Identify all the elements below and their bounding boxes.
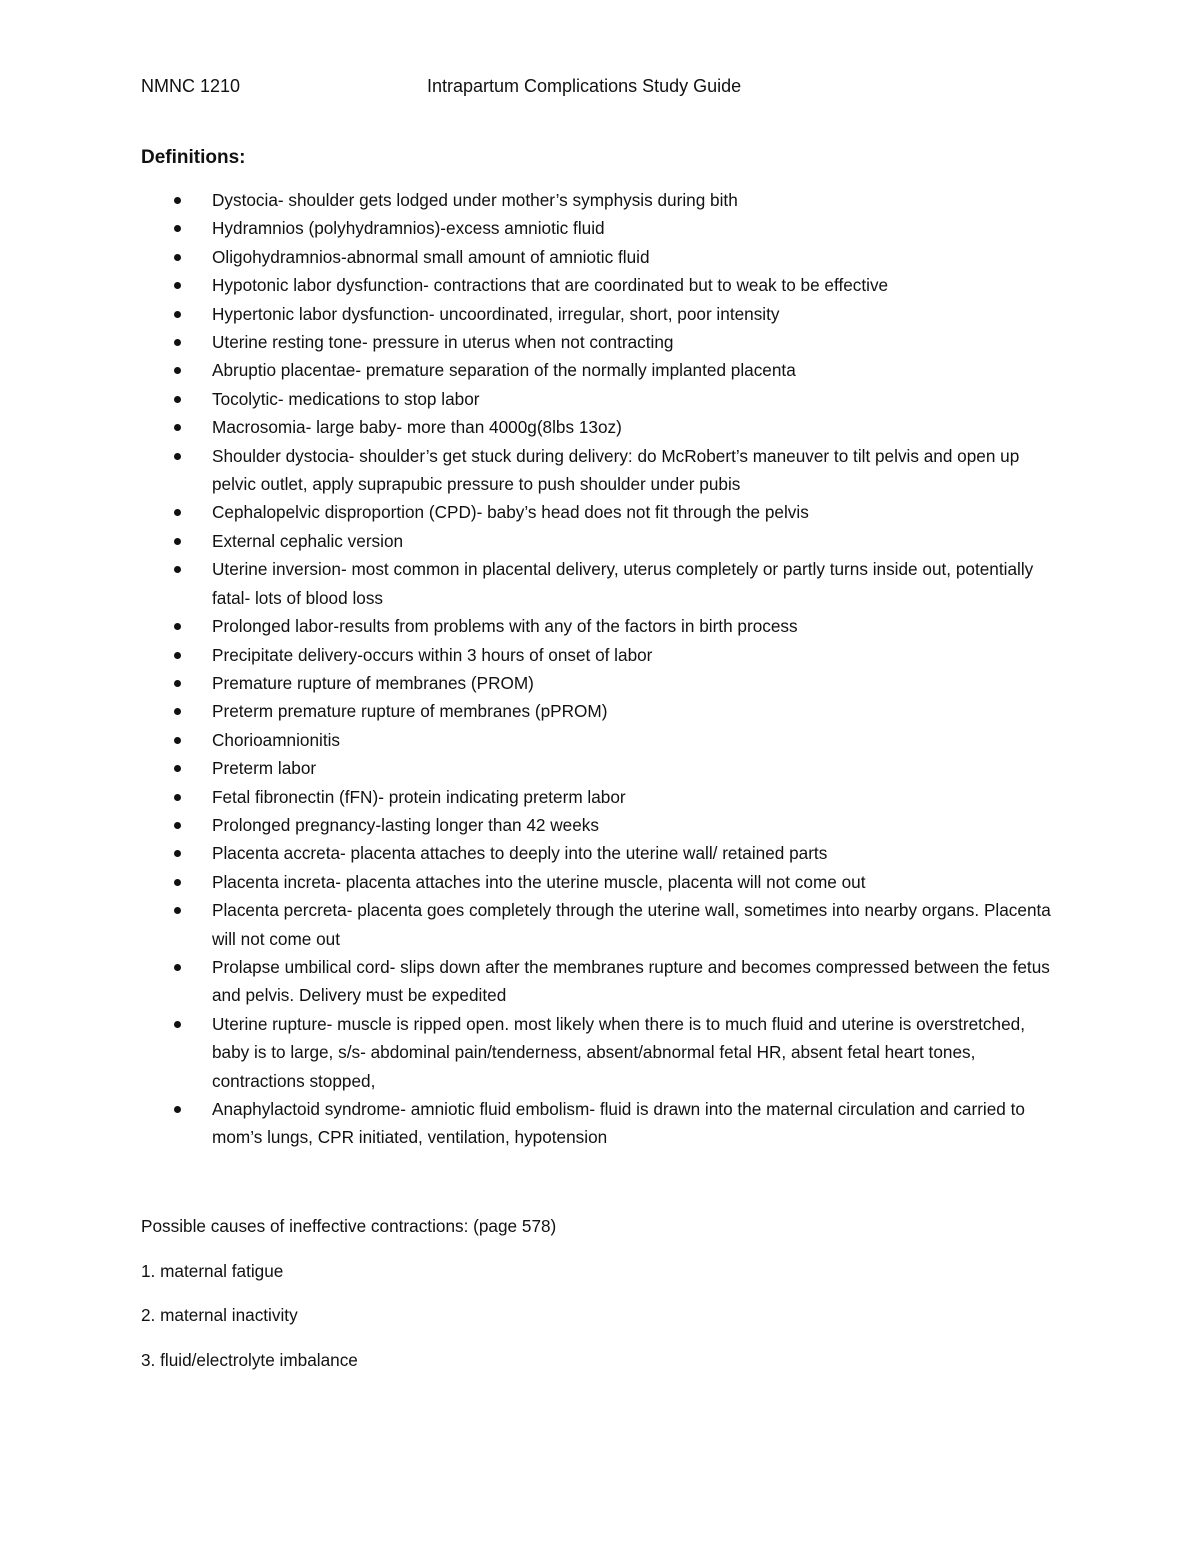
definition-text: Preterm premature rupture of membranes (pPROM) xyxy=(212,701,608,722)
bullet-icon xyxy=(174,339,181,346)
cause-item: 3. fluid/electrolyte imbalance xyxy=(141,1349,358,1370)
definitions-list xyxy=(141,186,1061,1152)
definition-item xyxy=(141,214,1061,242)
definition-item xyxy=(141,527,1061,555)
definition-text: Prolonged labor-results from problems with any of the factors in birth process xyxy=(212,616,798,637)
definition-item xyxy=(141,896,1061,953)
definition-item xyxy=(141,641,1061,669)
bullet-icon xyxy=(174,282,181,289)
definition-item xyxy=(141,726,1061,754)
definition-text: External cephalic version xyxy=(212,530,404,551)
definition-item xyxy=(141,243,1061,271)
definition-text: Uterine rupture- muscle is ripped open. most likely when there is to much fluid and uterine is overstretched, baby is to large, s/s- abdominal pain/tenderness, absent/abnormal fetal HR, absent fetal heart tones, contractions stopped, xyxy=(212,1013,1025,1091)
cause-item: 1. maternal fatigue xyxy=(141,1260,284,1281)
definition-text: Placenta accreta- placenta attaches to deeply into the uterine wall/ retained parts xyxy=(212,843,828,864)
definition-text: Oligohydramnios-abnormal small amount of amniotic fluid xyxy=(212,246,650,267)
bullet-icon xyxy=(174,652,181,659)
bullet-icon xyxy=(174,225,181,232)
definition-text: Hypotonic labor dysfunction- contractions that are coordinated but to weak to be effective xyxy=(212,275,889,296)
bullet-icon xyxy=(174,509,181,516)
bullet-icon xyxy=(174,708,181,715)
definition-text: Tocolytic- medications to stop labor xyxy=(212,388,480,409)
definition-item xyxy=(141,442,1061,499)
document-title: Intrapartum Complications Study Guide xyxy=(427,76,742,96)
definition-text: Precipitate delivery-occurs within 3 hours of onset of labor xyxy=(212,644,653,665)
definition-text: Abruptio placentae- premature separation of the normally implanted placenta xyxy=(212,360,796,381)
definition-item xyxy=(141,839,1061,867)
bullet-icon xyxy=(174,680,181,687)
definition-text: Prolonged pregnancy-lasting longer than 42 weeks xyxy=(212,814,599,835)
definition-item xyxy=(141,1010,1061,1095)
definition-item xyxy=(141,697,1061,725)
definition-text: Hypertonic labor dysfunction- uncoordinated, irregular, short, poor intensity xyxy=(212,303,780,324)
definition-item xyxy=(141,555,1061,612)
bullet-icon xyxy=(174,822,181,829)
definition-text: Fetal fibronectin (fFN)- protein indicating preterm labor xyxy=(212,786,626,807)
definition-item xyxy=(141,186,1061,214)
bullet-icon xyxy=(174,850,181,857)
definition-text: Placenta percreta- placenta goes completely through the uterine wall, sometimes into nearby organs. Placenta will not come out xyxy=(212,900,1051,949)
definition-text: Uterine inversion- most common in placental delivery, uterus completely or partly turns inside out, potentially fatal- lots of blood loss xyxy=(212,559,1034,608)
definition-item xyxy=(141,413,1061,441)
definition-text: Placenta increta- placenta attaches into the uterine muscle, placenta will not come out xyxy=(212,871,866,892)
bullet-icon xyxy=(174,197,181,204)
bullet-icon xyxy=(174,538,181,545)
definition-text: Shoulder dystocia- shoulder’s get stuck during delivery: do McRobert’s maneuver to tilt pelvis and open up pelvic outlet, apply suprapubic pressure to push shoulder under pubis xyxy=(212,445,1020,495)
bullet-icon xyxy=(174,1021,181,1028)
ineffective-contractions-section xyxy=(141,1213,1061,1391)
definition-item xyxy=(141,385,1061,413)
definition-text: Cephalopelvic disproportion (CPD)- baby’s head does not fit through the pelvis xyxy=(212,502,809,523)
definition-item xyxy=(141,300,1061,328)
definition-text: Macrosomia- large baby- more than 4000g(8lbs 13oz) xyxy=(212,417,622,438)
bullet-icon xyxy=(174,254,181,261)
definition-item xyxy=(141,783,1061,811)
definition-item xyxy=(141,868,1061,896)
cause-item: 2. maternal inactivity xyxy=(141,1305,298,1325)
bullet-icon xyxy=(174,623,181,630)
definition-item xyxy=(141,271,1061,299)
bullet-icon xyxy=(174,879,181,886)
definition-text: Prolapse umbilical cord- slips down after the membranes rupture and becomes compressed between the fetus and pelvis. Delivery must be expedited xyxy=(212,956,1050,1006)
definition-item xyxy=(141,1095,1061,1152)
definition-item xyxy=(141,612,1061,640)
bullet-icon xyxy=(174,311,181,318)
definitions-heading: Definitions: xyxy=(141,147,246,168)
causes-list xyxy=(141,1258,1061,1373)
definition-item xyxy=(141,669,1061,697)
definition-text: Anaphylactoid syndrome- amniotic fluid embolism- fluid is drawn into the maternal circulation and carried to mom’s lungs, CPR initiated, ventilation, hypotension xyxy=(212,1099,1025,1148)
page-header xyxy=(141,74,1081,98)
bullet-icon xyxy=(174,396,181,403)
definition-text: Hydramnios (polyhydramnios)-excess amniotic fluid xyxy=(212,218,605,239)
bullet-icon xyxy=(174,765,181,772)
bullet-icon xyxy=(174,566,181,573)
definition-text: Premature rupture of membranes (PROM) xyxy=(212,672,534,693)
definition-text: Preterm labor xyxy=(212,758,317,779)
bullet-icon xyxy=(174,453,181,460)
bullet-icon xyxy=(174,794,181,801)
bullet-icon xyxy=(174,964,181,971)
definition-item xyxy=(141,356,1061,384)
definition-item xyxy=(141,811,1061,839)
causes-intro: Possible causes of ineffective contractions: (page 578) xyxy=(141,1216,557,1236)
bullet-icon xyxy=(174,907,181,914)
definition-text: Chorioamnionitis xyxy=(212,729,341,750)
definition-item xyxy=(141,953,1061,1010)
definition-text: Dystocia- shoulder gets lodged under mother’s symphysis during bith xyxy=(212,190,738,210)
definition-item xyxy=(141,754,1061,782)
definition-item xyxy=(141,498,1061,526)
definition-item xyxy=(141,328,1061,356)
bullet-icon xyxy=(174,1106,181,1113)
definition-text: Uterine resting tone- pressure in uterus when not contracting xyxy=(212,332,674,353)
course-code: NMNC 1210 xyxy=(141,76,241,96)
bullet-icon xyxy=(174,737,181,744)
bullet-icon xyxy=(174,424,181,431)
bullet-icon xyxy=(174,367,181,374)
